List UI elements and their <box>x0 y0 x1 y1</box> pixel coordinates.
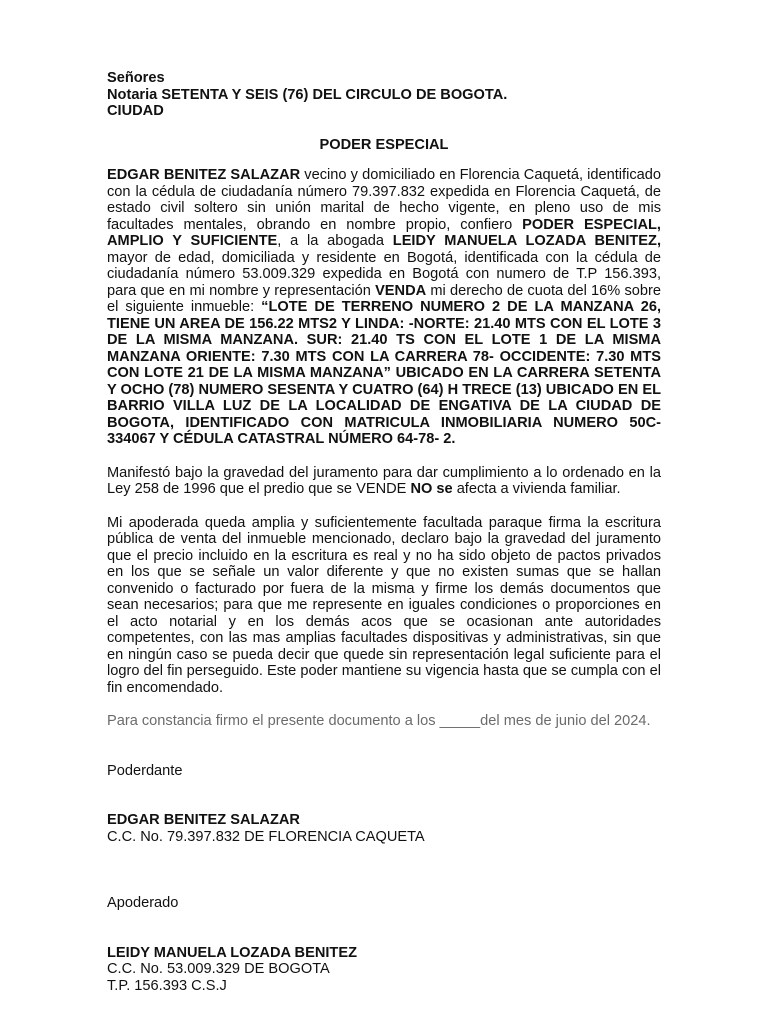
grantor-name-inline: EDGAR BENITEZ SALAZAR <box>107 167 301 183</box>
attorney-name: LEIDY MANUELA LOZADA BENITEZ <box>107 944 357 961</box>
closing-statement: Para constancia firmo el presente documento a los _____del mes de junio del 2024. <box>107 713 651 729</box>
property-description: “LOTE DE TERRENO NUMERO 2 DE LA MANZANA 26, TIENE UN AREA DE 156.22 MTS2 Y LINDA: -NORTE: 21.40 MTS CON EL LOTE 3 DE LA MISMA MANZANA. SUR: 21.40 TS CON EL LOTE 1 DE LA MISMA MANZANA ORIENTE: 7.30 MTS CON LA CARRERA 78- OCCIDENTE: 7.30 MTS CON LOTE 21 DE LA MISMA MANZANA” UBICADO EN LA CARRERA SETENTA Y OCHO (78) NUMERO SESENTA Y CUATRO (64) H TRECE (13) UBICADO EN EL BARRIO VILLA LUZ DE LA LOCALIDAD DE ENGATIVA DE LA CIUDAD DE BOGOTA, IDENTIFICADO CON MATRICULA INMOBILIARIA NUMERO 50C-334067 Y CÉDULA CATASTRAL NÚMERO 64-78- 2. <box>107 299 661 447</box>
grantor-name: EDGAR BENITEZ SALAZAR <box>107 812 300 828</box>
document-title: PODER ESPECIAL <box>319 136 449 153</box>
family-housing-text-1: Manifestó bajo la gravedad del juramento para dar cumplimiento a lo ordenado en la Ley 258 de 1996 que el predio que se VENDE <box>107 464 661 497</box>
attorney-professional-card: T.P. 156.393 C.S.J <box>107 977 227 994</box>
family-housing-text-2: afecta a vivienda familiar. <box>452 481 621 497</box>
grantor-id: C.C. No. 79.397.832 DE FLORENCIA CAQUETA <box>107 828 425 845</box>
addressee-city: CIUDAD <box>107 103 164 119</box>
family-housing-paragraph <box>107 465 661 498</box>
attorney-details: mayor de edad, domiciliada y residente en Bogotá, identificada con la cédula de ciudadanía número 53.009.329 expedida en Bogotá con numero de T.P 156.393, para que en mi nombre y representación <box>107 249 661 299</box>
power-type: PODER ESPECIAL, AMPLIO Y SUFICIENTE <box>107 216 661 249</box>
power-grant-paragraph <box>107 167 661 448</box>
family-housing-no: NO se <box>410 481 453 497</box>
sell-keyword: VENDA <box>375 282 427 299</box>
addressee-block <box>107 70 661 120</box>
power-text-2: , a la abogada <box>277 233 393 249</box>
attorney-name-inline: LEIDY MANUELA LOZADA BENITEZ, <box>392 233 662 249</box>
share-details: mi derecho de cuota del 16% sobre el siguiente inmueble: <box>107 282 661 315</box>
grantor-details: vecino y domiciliado en Florencia Caquetá, identificado con la cédula de ciudadanía número 79.397.832 expedida en Florencia Caquetá, de estado civil soltero sin unión marital de hecho vigente, en pleno uso de mis facultades mentales, obrando en nombre propio, confiero <box>107 167 661 233</box>
grantor-role-label: Poderdante <box>107 762 183 779</box>
attorney-signature-block <box>107 945 661 995</box>
attorney-role-label: Apoderado <box>107 895 179 911</box>
faculties-paragraph: Mi apoderada queda amplia y suficientemente facultada paraque firma la escritura pública de venta del inmueble mencionado, declaro bajo la gravedad del juramento que el precio incluido en la escritura es real y no ha sido objeto de pactos privados en los que se señale un valor diferente y que no existen sumas que se hallan convenido o facturado por fuera de la misma y firme los demás documentos que sean necesarios; para que me represente en iguales condiciones o proporciones en el acto notarial y en los demás acos que se ocasionan ante autoridades competentes, con las mas amplias facultades dispositivas y administrativas, sin que en ningún caso se pueda decir que quede sin representación legal suficiente para el logro del fin perseguido. Este poder mantiene su vigencia hasta que se cumpla con el fin encomendado. <box>107 514 661 696</box>
grantor-signature-block <box>107 812 661 845</box>
addressee-salutation: Señores <box>107 70 165 86</box>
addressee-notary: Notaria SETENTA Y SEIS (76) DEL CIRCULO DE BOGOTA. <box>107 86 508 103</box>
document-page <box>107 70 661 994</box>
attorney-id: C.C. No. 53.009.329 DE BOGOTA <box>107 961 330 977</box>
